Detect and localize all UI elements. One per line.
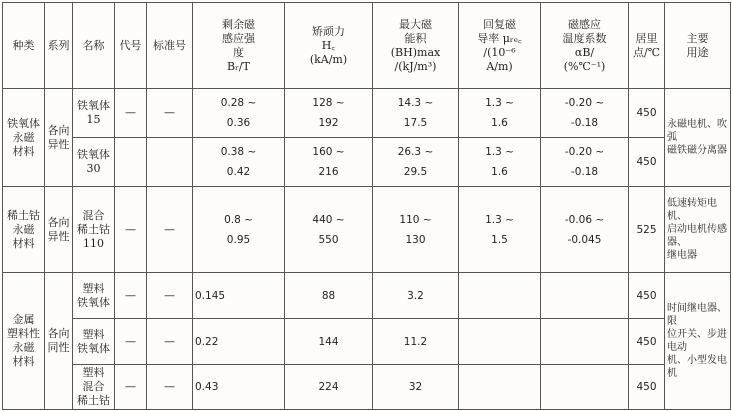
standard-cell: [147, 138, 193, 187]
recoil-cell: 1.3 ~ 1.6: [459, 138, 541, 187]
curie-cell: 450: [629, 89, 665, 138]
table-row: [3, 138, 731, 187]
temp-coef-cell: [541, 365, 629, 410]
code-cell: —: [115, 187, 147, 273]
standard-cell: —: [147, 319, 193, 365]
temp-coef-cell: -0.20 ~ -0.18: [541, 138, 629, 187]
temp-coef-cell: [541, 319, 629, 365]
curie-cell: 450: [629, 365, 665, 410]
temp-coef-cell: [541, 273, 629, 319]
type-cell: 金属 塑料性 永磁 材料: [3, 273, 45, 410]
code-cell: —: [115, 319, 147, 365]
energy-cell: 110 ~ 130: [373, 187, 459, 273]
energy-cell: 14.3 ~ 17.5: [373, 89, 459, 138]
type-cell: 稀土钴 永磁 材料: [3, 187, 45, 273]
temp-coef-cell: -0.20 ~ -0.18: [541, 89, 629, 138]
header-series: 系列: [45, 3, 73, 89]
header-code: 代号: [115, 3, 147, 89]
type-cell: 铁氧体 永磁 材料: [3, 89, 45, 187]
series-cell: 各向 异性: [45, 187, 73, 273]
header-type: 种类: [3, 3, 45, 89]
table-row: [3, 365, 731, 410]
header-coercivity: 矫顽力 H꜀ (kA/m): [285, 3, 373, 89]
table-row: [3, 187, 731, 273]
table-row: [3, 319, 731, 365]
coercivity-cell: 144: [285, 319, 373, 365]
energy-cell: 32: [373, 365, 459, 410]
name-cell: 铁氧体 15: [73, 89, 115, 138]
standard-cell: —: [147, 273, 193, 319]
name-cell: 混合 稀土钴 110: [73, 187, 115, 273]
usage-cell: 永磁电机、吹弧 磁铁磁分离器: [665, 89, 731, 187]
magnet-material-table: [2, 2, 731, 410]
remanence-cell: 0.28 ~ 0.36: [193, 89, 285, 138]
recoil-cell: [459, 365, 541, 410]
temp-coef-cell: -0.06 ~ -0.045: [541, 187, 629, 273]
recoil-cell: 1.3 ~ 1.5: [459, 187, 541, 273]
name-cell: 塑料 混合 稀土钴: [73, 365, 115, 410]
standard-cell: —: [147, 89, 193, 138]
header-usage: 主要 用途: [665, 3, 731, 89]
usage-cell: 低速转矩电机、 启动电机传感器、 继电器: [665, 187, 731, 273]
series-cell: 各向 异性: [45, 89, 73, 187]
series-cell: 各向 同性: [45, 273, 73, 410]
recoil-cell: [459, 273, 541, 319]
header-curie: 居里 点/℃: [629, 3, 665, 89]
standard-cell: —: [147, 365, 193, 410]
remanence-cell: 0.145: [193, 273, 285, 319]
header-name: 名称: [73, 3, 115, 89]
curie-cell: 450: [629, 138, 665, 187]
header-standard: 标准号: [147, 3, 193, 89]
code-cell: —: [115, 89, 147, 138]
remanence-cell: 0.22: [193, 319, 285, 365]
curie-cell: 450: [629, 319, 665, 365]
code-cell: [115, 138, 147, 187]
remanence-cell: 0.43: [193, 365, 285, 410]
curie-cell: 450: [629, 273, 665, 319]
code-cell: —: [115, 273, 147, 319]
header-remanence: 剩余磁 感应强 度 Bᵣ/T: [193, 3, 285, 89]
coercivity-cell: 160 ~ 216: [285, 138, 373, 187]
remanence-cell: 0.8 ~ 0.95: [193, 187, 285, 273]
usage-cell: 时间继电器、限 位开关、步进电动 机、小型发电机: [665, 273, 731, 410]
recoil-cell: [459, 319, 541, 365]
name-cell: 塑料 铁氧体: [73, 319, 115, 365]
code-cell: —: [115, 365, 147, 410]
curie-cell: 525: [629, 187, 665, 273]
coercivity-cell: 440 ~ 550: [285, 187, 373, 273]
table-row: [3, 273, 731, 319]
header-recoil: 回复磁 导率 μᵣₑ꜀ /(10⁻⁶ A/m): [459, 3, 541, 89]
header-energy: 最大磁 能积 (BH)max /(kJ/m³): [373, 3, 459, 89]
coercivity-cell: 88: [285, 273, 373, 319]
coercivity-cell: 224: [285, 365, 373, 410]
name-cell: 铁氧体 30: [73, 138, 115, 187]
energy-cell: 11.2: [373, 319, 459, 365]
coercivity-cell: 128 ~ 192: [285, 89, 373, 138]
header-temp-coef: 磁感应 温度系数 αB/ (%℃⁻¹): [541, 3, 629, 89]
table-row: [3, 89, 731, 138]
header-row: [3, 3, 731, 89]
name-cell: 塑料 铁氧体: [73, 273, 115, 319]
energy-cell: 26.3 ~ 29.5: [373, 138, 459, 187]
recoil-cell: 1.3 ~ 1.6: [459, 89, 541, 138]
energy-cell: 3.2: [373, 273, 459, 319]
remanence-cell: 0.38 ~ 0.42: [193, 138, 285, 187]
standard-cell: —: [147, 187, 193, 273]
